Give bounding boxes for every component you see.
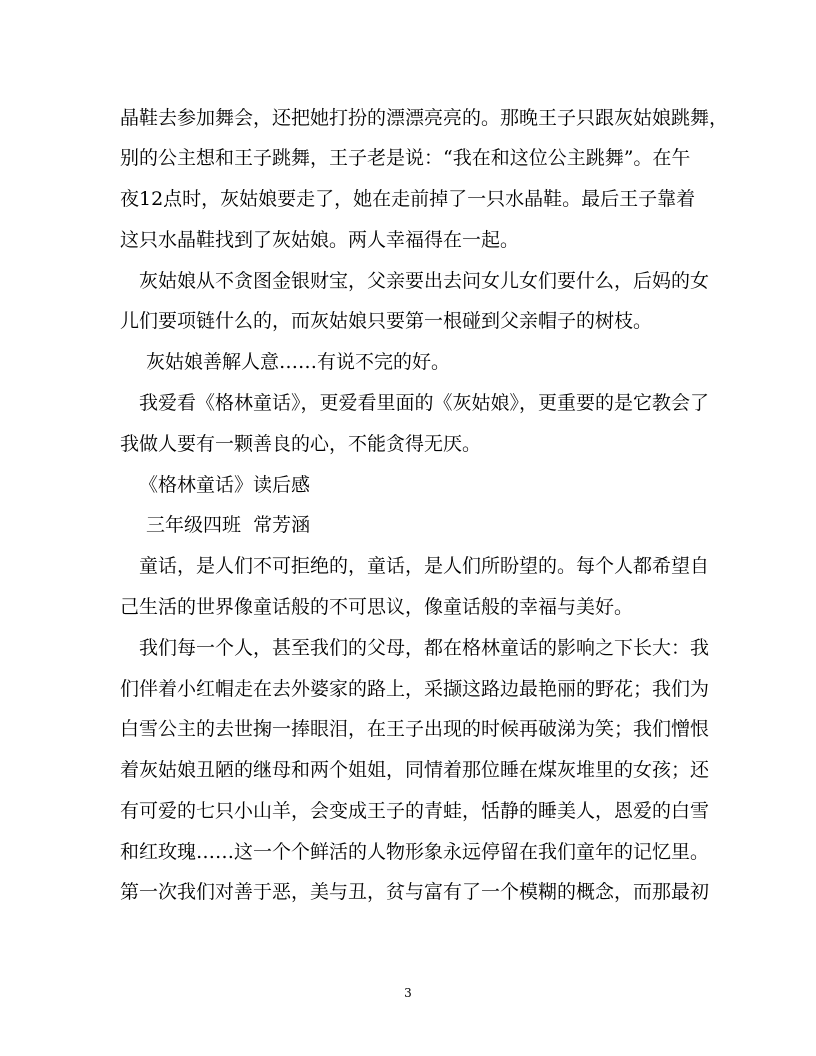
- text-line: 灰姑娘善解人意……有说不完的好。: [146, 351, 451, 373]
- text-line: 着灰姑娘丑陋的继母和两个姐姐，同情着那位睡在煤灰堆里的女孩；还: [120, 759, 710, 781]
- text-line: 灰姑娘从不贪图金银财宝，父亲要出去问女儿女们要什么，后妈的女: [139, 270, 710, 292]
- text-line: 我爱看《格林童话》，更爱看里面的《灰姑娘》，更重要的是它教会了: [139, 392, 710, 414]
- text-line: 童话，是人们不可拒绝的，童话，是人们所盼望的。每个人都希望自: [139, 555, 710, 577]
- author-line: 三年级四班 常芳涵: [146, 514, 311, 536]
- text-line: 有可爱的七只小山羊，会变成王子的青蛙，恬静的睡美人，恩爱的白雪: [120, 800, 710, 822]
- text-line: 这只水晶鞋找到了灰姑娘。两人幸福得在一起。: [120, 229, 520, 251]
- page-number: 3: [404, 986, 412, 1000]
- section-title: 《格林童话》读后感: [139, 474, 311, 496]
- text-line: 别的公主想和王子跳舞，王子老是说：“我在和这位公主跳舞”。在午: [120, 147, 691, 169]
- text-line: 我们每一个人，甚至我们的父母，都在格林童话的影响之下长大：我: [139, 637, 710, 659]
- text-line: 第一次我们对善于恶，美与丑，贫与富有了一个模糊的概念，而那最初: [120, 881, 710, 903]
- text-line: 夜12点时，灰姑娘要走了，她在走前掉了一只水晶鞋。最后王子靠着: [120, 188, 696, 210]
- text-line: 己生活的世界像童话般的不可思议，像童话般的幸福与美好。: [120, 596, 634, 618]
- text-line: 晶鞋去参加舞会，还把她打扮的漂漂亮亮的。那晚王子只跟灰姑娘跳舞，: [120, 107, 729, 129]
- text-line: 白雪公主的去世掬一捧眼泪，在王子出现的时候再破涕为笑；我们憎恨: [120, 718, 710, 740]
- text-line: 儿们要项链什么的，而灰姑娘只要第一根碰到父亲帽子的树枝。: [120, 310, 653, 332]
- text-line: 和红玫瑰……这一个个鲜活的人物形象永远停留在我们童年的记忆里。: [120, 841, 710, 863]
- text-line: 我做人要有一颗善良的心，不能贪得无厌。: [120, 433, 482, 455]
- text-line: 们伴着小红帽走在去外婆家的路上，采撷这路边最艳丽的野花；我们为: [120, 678, 710, 700]
